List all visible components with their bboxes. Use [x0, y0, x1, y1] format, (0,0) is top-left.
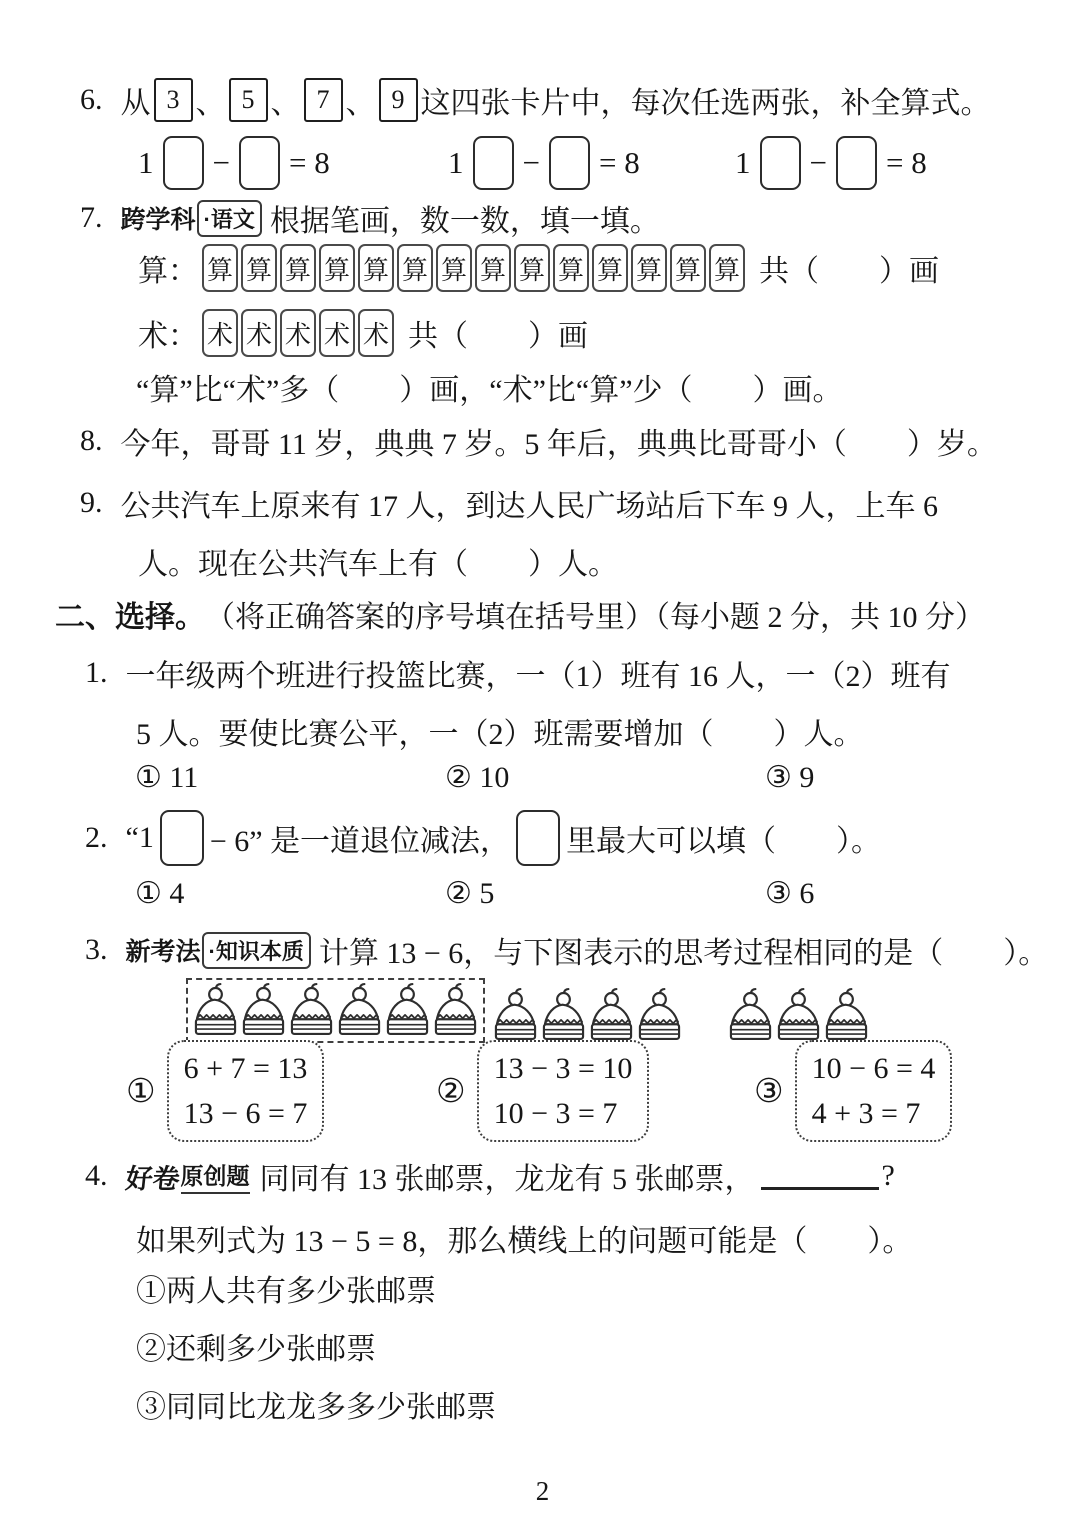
minus-sign: −: [522, 145, 540, 180]
count-suffix: 共（ ）画: [759, 255, 939, 288]
question-text: 一年级两个班进行投篮比赛，一（1）班有 16 人，一（2）班有: [125, 660, 951, 693]
question-text: 同同有 13 张邮票，龙龙有 5 张邮票，: [259, 1163, 755, 1196]
option-text: ② 10: [445, 761, 510, 794]
stroke-box-suan: 算: [553, 244, 589, 292]
question-number: 9.: [80, 486, 103, 519]
stroke-box-suan: 算: [202, 244, 238, 292]
equation-lead: 1: [448, 145, 464, 180]
thinking-process-box: [167, 1040, 325, 1142]
cake-group-circled: [186, 978, 485, 1043]
minus-sign: −: [212, 145, 230, 180]
section-subtitle: （将正确答案的序号填在括号里）（每小题 2 分，共 10 分）: [205, 601, 985, 634]
stroke-box-shu: 术: [202, 309, 238, 357]
cake-icon: [241, 983, 286, 1038]
question-text: 计算 13 − 6，与下图表示的思考过程相同的是（ ）。: [318, 937, 1049, 970]
q1-option-1: [135, 760, 198, 795]
question-s2-3: [85, 928, 1048, 972]
answer-box: [760, 136, 801, 190]
stroke-box-suan: 算: [514, 244, 550, 292]
cake-icon: [289, 983, 334, 1038]
new-method-badge-box: ·知识本质: [202, 932, 311, 969]
option-text: ① 11: [135, 761, 199, 794]
question-6: [80, 78, 991, 122]
q3-option-1: [126, 1040, 324, 1142]
option-text: ② 5: [445, 877, 495, 910]
question-9-line1: [80, 481, 938, 525]
equation-result: = 8: [288, 145, 330, 180]
question-text: 5 人。要使比赛公平，一（2）班需要增加（ ）人。: [136, 718, 864, 751]
cake-icon: [337, 983, 382, 1038]
stroke-box-suan: 算: [397, 244, 433, 292]
answer-box: [473, 136, 514, 190]
minus-sign: −: [809, 145, 827, 180]
question-s2-1-line1: [85, 651, 951, 695]
separator: 、: [270, 87, 301, 120]
count-suffix: 共（ ）画: [408, 320, 588, 353]
char-label: 术：: [138, 320, 198, 353]
section-2-heading: [55, 592, 985, 636]
q2-option-1: [135, 876, 184, 911]
question-text: 这四张卡片中，每次任选两张，补全算式。: [420, 87, 991, 120]
cake-icon: [728, 988, 773, 1043]
question-number: 4.: [85, 1159, 108, 1192]
stroke-box-shu: 术: [241, 309, 277, 357]
equation-line: 4 + 3 = 7: [811, 1097, 921, 1130]
cake-icon: [433, 983, 478, 1038]
cake-icon: [824, 988, 869, 1043]
equation-blank-1: [138, 136, 330, 190]
question-s2-4-line1: [85, 1154, 895, 1198]
question-number: 8.: [80, 424, 103, 457]
question-s2-2: [85, 810, 881, 866]
question-number: 7.: [80, 201, 103, 234]
stroke-box-suan: 算: [241, 244, 277, 292]
cake-icon: [385, 983, 430, 1038]
stroke-box-shu: 术: [319, 309, 355, 357]
stroke-box-suan: 算: [358, 244, 394, 292]
cake-icon: [589, 988, 634, 1043]
equation-line: 10 − 3 = 7: [493, 1097, 618, 1130]
cake-icon: [541, 988, 586, 1043]
stroke-box-suan: 算: [592, 244, 628, 292]
question-text: “算”比“术”多（ ）画，“术”比“算”少（ ）画。: [136, 374, 843, 407]
equation-line: 13 − 3 = 10: [493, 1052, 633, 1085]
stroke-box-suan: 算: [631, 244, 667, 292]
stroke-count-row-suan: [138, 244, 939, 292]
equation-result: = 8: [598, 145, 640, 180]
stroke-box-suan: 算: [709, 244, 745, 292]
cake-icon: [193, 983, 238, 1038]
question-number: 1.: [85, 656, 108, 689]
stroke-strip-suan: [202, 244, 745, 292]
question-text: 今年，哥哥 11 岁，典典 7 岁。5 年后，典典比哥哥小（ ）岁。: [120, 428, 997, 461]
number-card: 5: [229, 78, 268, 122]
question-text: “1: [125, 821, 154, 854]
question-7: [80, 196, 660, 240]
stroke-count-row-shu: [138, 309, 588, 357]
option-text: ③同同比龙龙多多少张邮票: [136, 1391, 496, 1424]
number-card: 9: [379, 78, 418, 122]
question-s2-1-line2: [136, 709, 864, 753]
option-label: ③: [754, 1074, 784, 1110]
thinking-process-box: [795, 1040, 953, 1142]
equation-result: = 8: [885, 145, 927, 180]
question-s2-4-line2: [136, 1216, 912, 1260]
option-text: ③ 9: [765, 761, 815, 794]
number-card: 7: [304, 78, 343, 122]
stroke-box-suan: 算: [436, 244, 472, 292]
answer-box: [549, 136, 590, 190]
stroke-box-suan: 算: [475, 244, 511, 292]
equation-blank-2: [448, 136, 640, 190]
page-number: 2: [535, 1476, 550, 1506]
q1-option-3: [765, 760, 814, 795]
stroke-box-shu: 术: [358, 309, 394, 357]
cake-icon: [776, 988, 821, 1043]
q1-option-2: [445, 760, 509, 795]
question-text: 如果列式为 13 − 5 = 8，那么横线上的问题可能是（ ）。: [136, 1225, 913, 1258]
equation-line: 10 − 6 = 4: [811, 1052, 936, 1085]
option-text: ②还剩多少张邮票: [136, 1333, 376, 1366]
question-text: 里最大可以填（ ）。: [566, 825, 882, 858]
cake-icon: [493, 988, 538, 1043]
cake-icon: [637, 988, 682, 1043]
question-text: 公共汽车上原来有 17 人，到达人民广场站后下车 9 人，上车 6: [120, 490, 938, 523]
answer-box: [516, 810, 560, 866]
q3-option-3: [754, 1040, 952, 1142]
question-text: 从: [120, 87, 151, 120]
q2-option-3: [765, 876, 814, 911]
q3-option-2: [436, 1040, 649, 1142]
original-question-badge: 原创题: [181, 1158, 250, 1194]
cross-subject-badge: 跨学科: [120, 206, 196, 234]
question-number: 3.: [85, 933, 108, 966]
new-method-badge: 新考法: [125, 938, 201, 966]
option-label: ①: [126, 1074, 156, 1110]
q4-option-1: [136, 1266, 436, 1310]
option-text: ①两人共有多少张邮票: [136, 1275, 436, 1308]
stroke-box-suan: 算: [670, 244, 706, 292]
stroke-strip-shu: [202, 309, 394, 357]
equation-lead: 1: [735, 145, 751, 180]
number-card: 3: [154, 78, 193, 122]
option-label: ②: [436, 1074, 466, 1110]
cross-subject-badge-box: ·语文: [197, 200, 262, 237]
question-text: − 6” 是一道退位减法，: [209, 825, 511, 858]
equation-line: 13 − 6 = 7: [183, 1097, 308, 1130]
separator: 、: [345, 87, 376, 120]
question-number: 6.: [80, 83, 103, 116]
question-text: ?: [881, 1159, 895, 1192]
q2-option-2: [445, 876, 494, 911]
stroke-box-suan: 算: [319, 244, 355, 292]
char-label: 算：: [138, 255, 198, 288]
equation-blank-3: [735, 136, 927, 190]
stroke-box-suan: 算: [280, 244, 316, 292]
fill-in-blank-line: [761, 1163, 879, 1190]
section-title: 二、选择。: [55, 601, 205, 634]
question-number: 2.: [85, 821, 108, 854]
option-text: ① 4: [135, 877, 185, 910]
answer-box: [836, 136, 877, 190]
thinking-process-box: [477, 1040, 650, 1142]
question-9-line2: [138, 539, 618, 583]
separator: 、: [195, 87, 226, 120]
answer-box: [163, 136, 204, 190]
answer-box: [160, 810, 204, 866]
question-text: 人。现在公共汽车上有（ ）人。: [138, 548, 618, 581]
option-text: ③ 6: [765, 877, 815, 910]
stroke-compare-line: [136, 365, 843, 409]
cake-illustration: [186, 978, 869, 1043]
stroke-box-shu: 术: [280, 309, 316, 357]
question-8: [80, 419, 997, 463]
question-text: 根据笔画，数一数，填一填。: [269, 205, 660, 238]
haojuan-logo: 好卷: [123, 1163, 181, 1194]
q4-option-2: [136, 1324, 376, 1368]
equation-lead: 1: [138, 145, 154, 180]
q4-option-3: [136, 1382, 496, 1426]
equation-line: 6 + 7 = 13: [183, 1052, 308, 1085]
answer-box: [239, 136, 280, 190]
